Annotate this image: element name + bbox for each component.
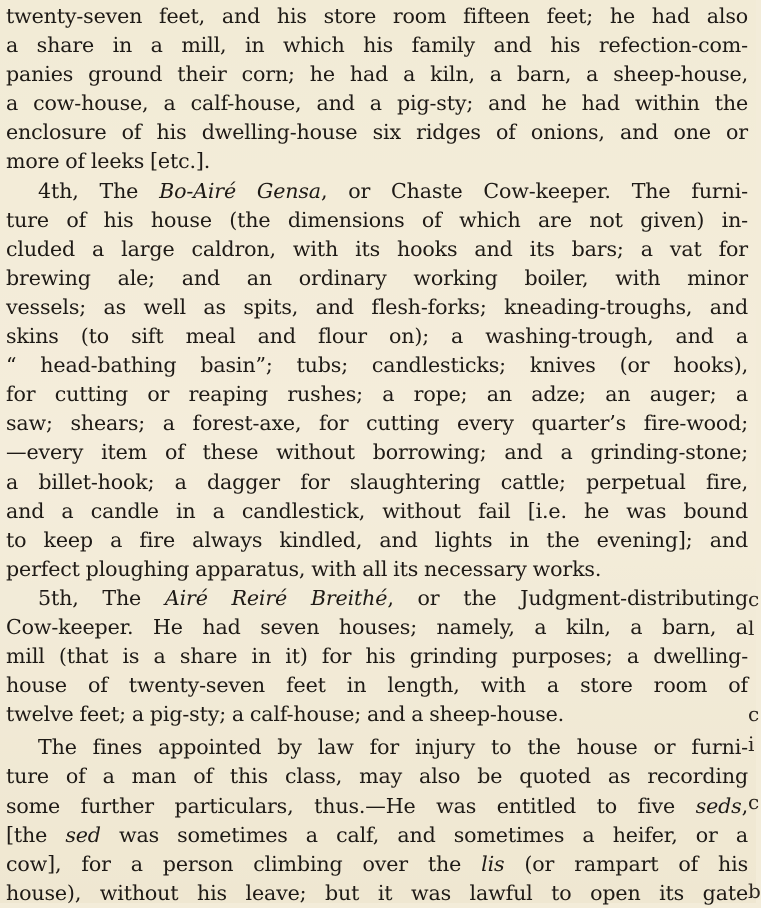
margin-bleed-char: c (748, 702, 760, 726)
text-line: house of twenty-seven feet in length, with a store room of (6, 673, 748, 698)
italic-term: Bo-Airé Gensa (159, 178, 321, 203)
text-line (6, 850, 748, 879)
text-line: for cutting or reaping rushes; a rope; an adze; an auger; a (6, 382, 748, 407)
paragraph-first-line (6, 177, 748, 206)
margin-bleed-char: l (748, 616, 755, 640)
text-line: twelve feet; a pig-sty; a calf-house; and a sheep-house. (6, 702, 565, 727)
text-line: “ head-bathing basin”; tubs; candlesticks; knives (or hooks), (6, 353, 748, 378)
text-run: [the (6, 822, 66, 847)
text-line: Cow-keeper. He had seven houses; namely, a kiln, a barn, a (6, 614, 748, 639)
text-line: perfect ploughing apparatus, with all its necessary works. (6, 556, 602, 581)
line-lead: 4th, The (38, 178, 160, 203)
text-run: The fines appointed by law for injury to the house or furni- (38, 735, 748, 760)
text-run: ture of a man of this class, may also be quoted as recording (6, 764, 748, 789)
paragraph-bo-aire-gensa (6, 177, 748, 584)
text-run: (or rampart of his (504, 851, 748, 876)
text-line: and a candle in a candlestick, without fail [i.e. he was bound (6, 498, 748, 523)
text-line: vessels; as well as spits, and flesh-forks; kneading-troughs, and (6, 294, 748, 319)
text-run: , (741, 793, 748, 818)
line-lead: 5th, The (38, 585, 165, 610)
page-text (6, 2, 748, 908)
text-line: brewing ale; and an ordinary working boiler, with minor (6, 265, 748, 290)
margin-bleed-char: c (748, 587, 760, 611)
text-line: cluded a large caldron, with its hooks and its bars; a vat for (6, 236, 748, 261)
paragraph-first-line (6, 584, 748, 613)
text-line (6, 821, 748, 850)
text-line (6, 792, 748, 821)
text-line: ture of his house (the dimensions of which are not given) in- (6, 207, 748, 232)
text-run: some further particulars, thus.—He was entitled to five (6, 793, 696, 818)
margin-bleed-char: c (748, 790, 760, 814)
text-line: saw; shears; a forest-axe, for cutting every quarter’s fire-wood; (6, 411, 748, 436)
text-line (6, 879, 748, 908)
margin-bleed-char: i (748, 732, 755, 756)
text-run: cow], for a person climbing over the (6, 851, 482, 876)
text-run: was sometimes a calf, and sometimes a heifer, or a (100, 822, 749, 847)
paragraph-fines (6, 733, 748, 908)
line-tail: , or the Judgment-distributing (387, 585, 748, 610)
paragraph-aire-reire-breithe (6, 584, 748, 729)
line-tail: , or Chaste Cow-keeper. The furni- (320, 178, 748, 203)
italic-term: Airé Reiré Breithé (164, 585, 388, 610)
text-line: twenty-seven feet, and his store room fifteen feet; he had also (6, 4, 748, 28)
text-run: house), without his leave; but it was lawful to open its gate (6, 880, 748, 905)
italic-term: sed (65, 822, 101, 847)
italic-term: lis (481, 851, 505, 876)
text-line: a share in a mill, in which his family and his refection-com- (6, 33, 748, 58)
margin-bleed-char: b (748, 879, 761, 903)
italic-term: seds (695, 793, 742, 818)
text-line: enclosure of his dwelling-house six ridges of onions, and one or (6, 120, 748, 145)
text-line: a billet-hook; a dagger for slaughtering cattle; perpetual fire, (6, 469, 748, 494)
text-line: to keep a fire always kindled, and lights in the evening]; and (6, 527, 748, 552)
text-line: mill (that is a share in it) for his grinding purposes; a dwelling- (6, 644, 748, 669)
text-line (6, 762, 748, 791)
text-line: —every item of these without borrowing; and a grinding-stone; (6, 440, 748, 465)
text-line: skins (to sift meal and flour on); a washing-trough, and a (6, 324, 748, 349)
paragraph-continuation (6, 2, 748, 177)
text-line: a cow-house, a calf-house, and a pig-sty; and he had within the (6, 91, 748, 116)
text-line: panies ground their corn; he had a kiln, a barn, a sheep-house, (6, 62, 748, 87)
paragraph-first-line (6, 733, 748, 762)
text-line: more of leeks [etc.]. (6, 149, 211, 174)
